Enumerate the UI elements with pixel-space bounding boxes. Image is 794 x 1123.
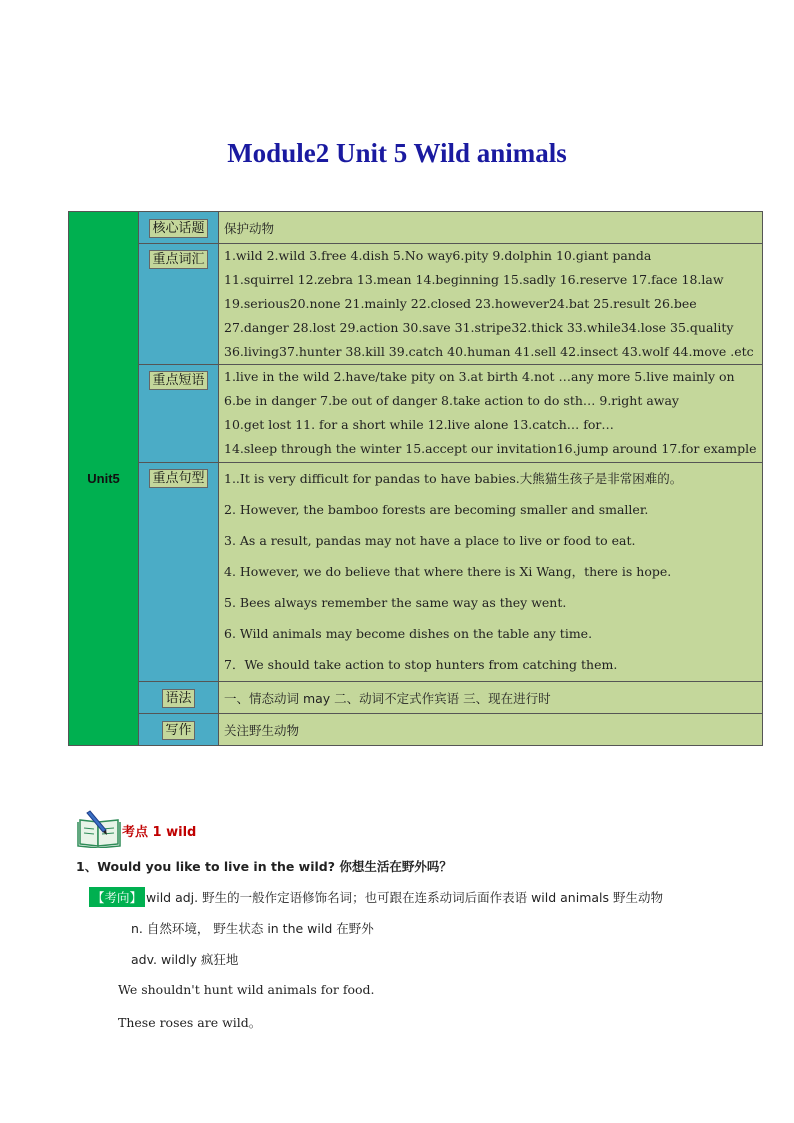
sentence-line: 3. As a result, pandas may not have a place to live or food to eat. [224,533,636,548]
unit-cell: Unit5 [69,212,139,746]
sentence-line: 2. However, the bamboo forests are becoming smaller and smaller. [224,502,649,517]
grammar-label: 语法 [162,689,194,708]
phrases-content [219,365,763,463]
sentence-line: 7．We should take action to stop hunters from catching them. [224,657,618,672]
writing-label: 写作 [162,721,194,740]
vocab-label: 重点词汇 [149,250,207,269]
phrase-line: 14.sleep through the winter 15.accept our invitation16.jump around 17.for example [224,441,757,456]
phrases-label-cell [139,365,219,463]
topic-label-cell [139,212,219,244]
phrase-line: 1.live in the wild 2.have/take pity on 3.at birth 4.not …any more 5.live mainly on [224,369,735,384]
phrase-line: 10.get lost 11. for a short while 12.live alone 13.catch… for… [224,417,614,432]
topic-content: 保护动物 [219,212,763,244]
kaodian-title: 考点 1 wild [122,825,197,840]
sentence-line: 4. However, we do believe that where there is Xi Wang，there is hope. [224,564,672,579]
sentence-line: 1..It is very difficult for pandas to have babies.大熊猫生孩子是非常困难的。 [224,471,683,486]
grammar-content: 一、情态动词 may 二、动词不定式作宾语 三、现在进行时 [219,682,763,714]
sentence-line: 6. Wild animals may become dishes on the table any time. [224,626,593,641]
vocab-label-cell [139,244,219,365]
kaoxiang-tag: 【考向】 [89,887,145,907]
vocab-line: 11.squirrel 12.zebra 13.mean 14.beginning 15.sadly 16.reserve 17.face 18.law [224,272,724,287]
vocab-line: 19.serious20.none 21.mainly 22.closed 23.however24.bat 25.result 26.bee [224,296,697,311]
wild-adj-line: wild adj. 野生的一般作定语修饰名词；也可跟在连系动词后面作表语 wild animals 野生动物 [146,890,663,905]
question-1: 1、Would you like to live in the wild? 你想生活在野外吗？ [76,859,452,874]
wild-adv-line: adv. wildly 疯狂地 [131,952,239,967]
vocab-line: 36.living37.hunter 38.kill 39.catch 40.human 41.sell 42.insect 43.wolf 44.move .etc [224,344,754,359]
page-title: Module2 Unit 5 Wild animals [227,138,567,168]
writing-content: 关注野生动物 [219,714,763,746]
phrases-label: 重点短语 [149,371,207,390]
sentences-content [219,463,763,682]
sentences-label-cell [139,463,219,682]
grammar-label-cell [139,682,219,714]
vocab-line: 1.wild 2.wild 3.free 4.dish 5.No way6.pity 9.dolphin 10.giant panda [224,248,652,263]
sentences-label: 重点句型 [149,469,207,488]
writing-label-cell [139,714,219,746]
example-sentence: We shouldn't hunt wild animals for food. [118,982,375,997]
phrase-line: 6.be in danger 7.be out of danger 8.take action to do sth… 9.right away [224,393,679,408]
vocab-line: 27.danger 28.lost 29.action 30.save 31.stripe32.thick 33.while34.lose 35.quality [224,320,734,335]
wild-noun-line: n. 自然环境， 野生状态 in the wild 在野外 [131,921,374,936]
book-pen-icon [76,808,122,848]
topic-label: 核心话题 [149,219,207,238]
sentence-line: 5. Bees always remember the same way as they went. [224,595,567,610]
vocab-content [219,244,763,365]
example-sentence: These roses are wild。 [118,1015,262,1030]
summary-table [68,211,763,746]
